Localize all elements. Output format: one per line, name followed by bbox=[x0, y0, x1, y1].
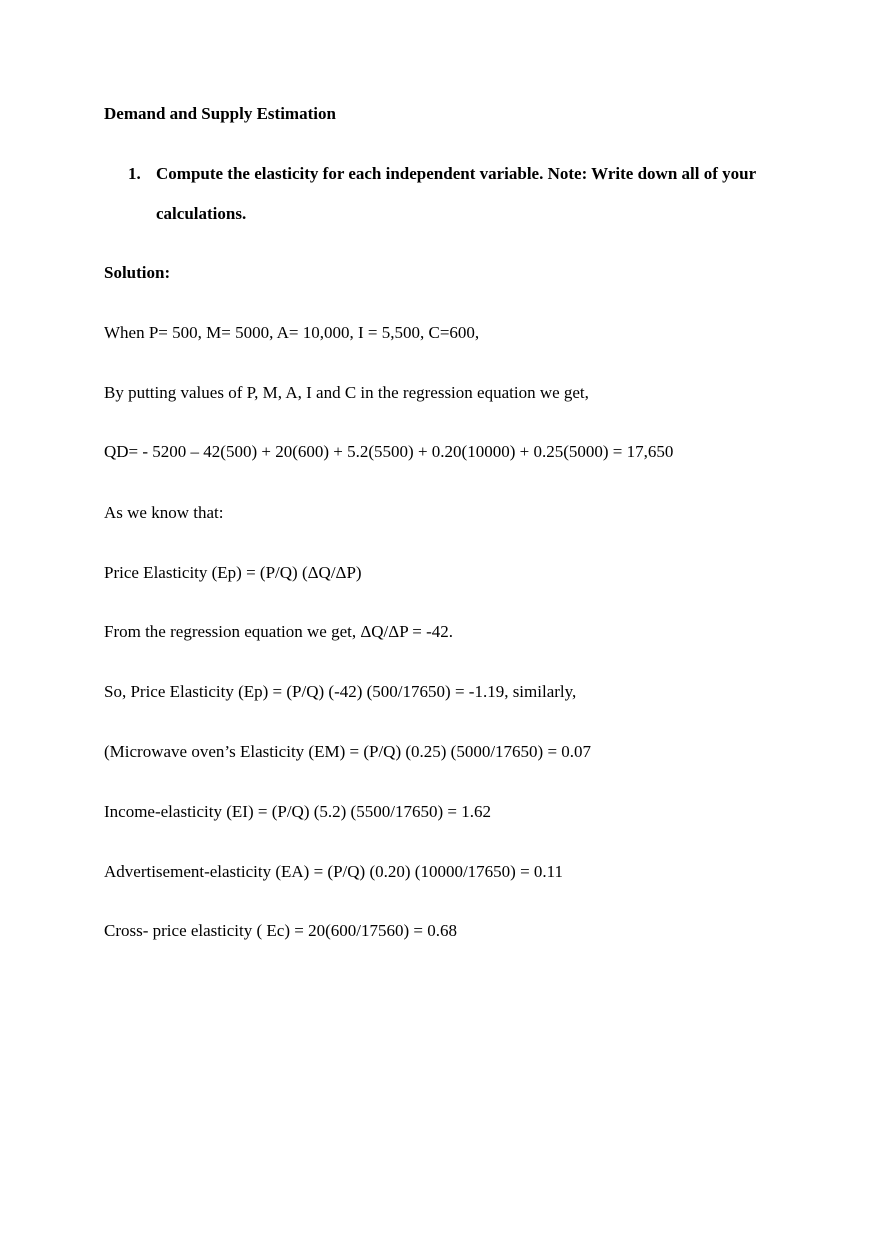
document-heading: Demand and Supply Estimation bbox=[104, 104, 336, 123]
given-values-line: When P= 500, M= 5000, A= 10,000, I = 5,500, C=600, bbox=[104, 323, 480, 342]
as-we-know-line: As we know that: bbox=[104, 503, 224, 522]
regression-slope-line: From the regression equation we get, ΔQ/ΔP = -42. bbox=[104, 622, 454, 641]
solution-label: Solution: bbox=[104, 263, 171, 282]
advertisement-elasticity-result: Advertisement-elasticity (EA) = (P/Q) (0.20) (10000/17650) = 0.11 bbox=[104, 862, 564, 881]
question-text-line-2: calculations. bbox=[156, 204, 247, 223]
price-elasticity-formula: Price Elasticity (Ep) = (P/Q) (ΔQ/ΔP) bbox=[104, 563, 362, 582]
cross-price-elasticity-result: Cross- price elasticity ( Ec) = 20(600/17560) = 0.68 bbox=[104, 921, 457, 940]
price-elasticity-result: So, Price Elasticity (Ep) = (P/Q) (-42) (500/17650) = -1.19, similarly, bbox=[104, 682, 577, 701]
microwave-elasticity-result: (Microwave oven’s Elasticity (EM) = (P/Q) (0.25) (5000/17650) = 0.07 bbox=[104, 742, 592, 761]
question-number: 1. bbox=[128, 164, 141, 183]
quantity-demanded-equation: QD= - 5200 – 42(500) + 20(600) + 5.2(5500) + 0.20(10000) + 0.25(5000) = 17,650 bbox=[104, 442, 674, 461]
income-elasticity-result: Income-elasticity (EI) = (P/Q) (5.2) (5500/17650) = 1.62 bbox=[104, 802, 491, 821]
substitution-line: By putting values of P, M, A, I and C in the regression equation we get, bbox=[104, 383, 589, 402]
question-text-line-1: Compute the elasticity for each independent variable. Note: Write down all of your bbox=[156, 164, 757, 183]
